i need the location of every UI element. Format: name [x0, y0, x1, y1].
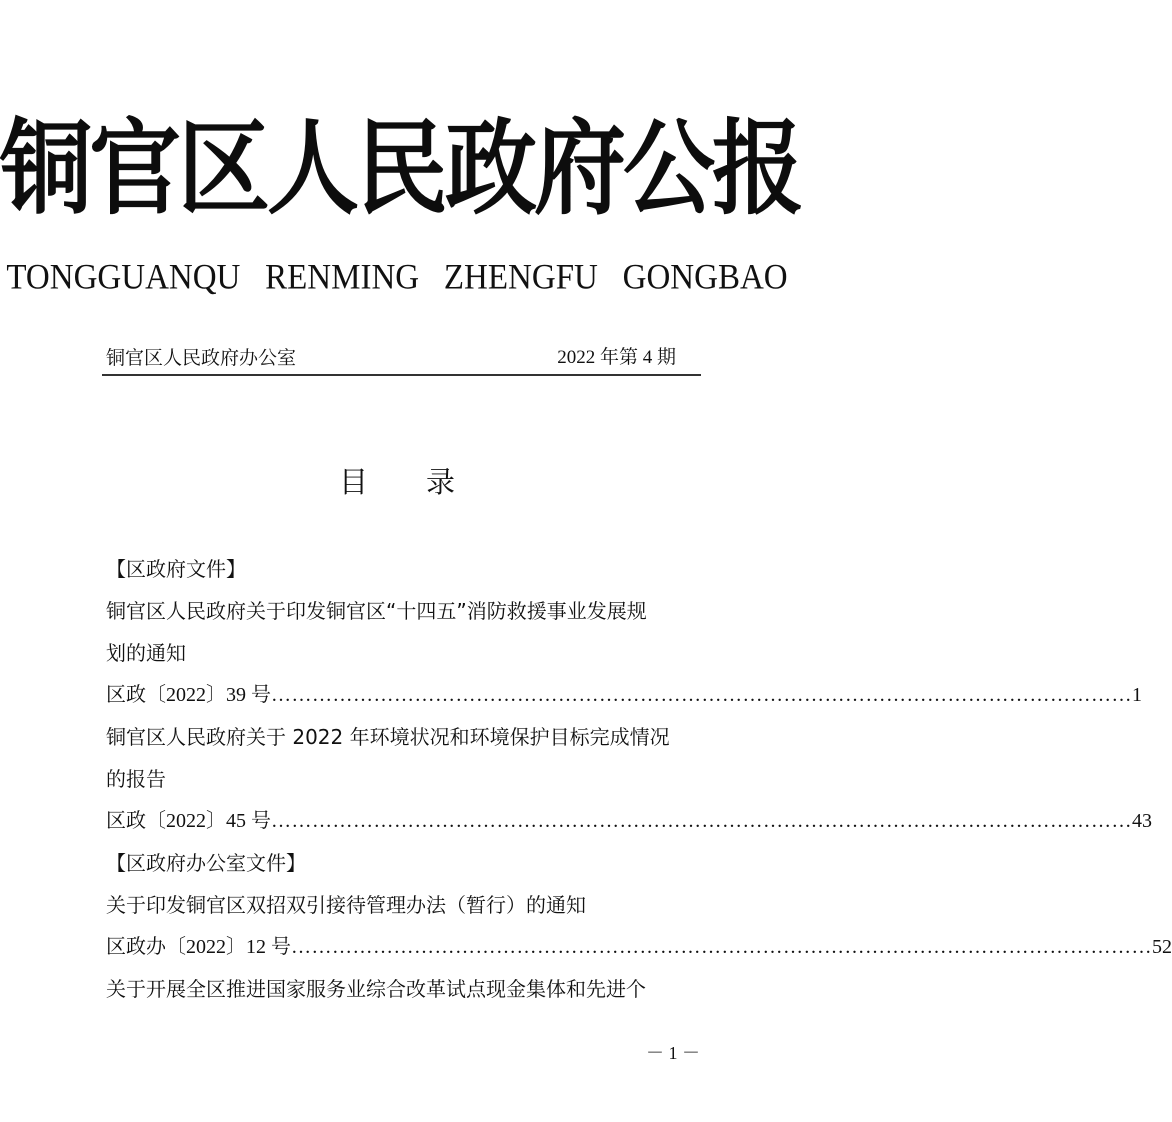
section-heading: 【区政府文件】 [106, 557, 246, 581]
toc-entry-title[interactable]: 关于开展全区推进国家服务业综合改革试点现金集体和先进个 [106, 977, 646, 1001]
gazette-masthead-title: 铜官区人民政府公报 [0, 109, 802, 229]
footer-page-number: － 1 － [646, 1043, 700, 1063]
document-number: 区政〔2022〕39 号 [106, 684, 271, 706]
toc-entry-title[interactable]: 铜官区人民政府关于印发铜官区“十四五”消防救援事业发展规 [106, 599, 647, 623]
issue-number: 2022 年第 4 期 [557, 347, 676, 368]
toc-entry-reference-row[interactable] [106, 807, 1152, 835]
toc-title: 目录 [338, 465, 513, 499]
document-number: 区政〔2022〕45 号 [106, 810, 271, 832]
toc-entry-reference-row[interactable] [106, 681, 1142, 709]
toc-entry-title[interactable]: 的报告 [106, 767, 166, 791]
gazette-pinyin-title: TONGGUANQU RENMING ZHENGFU GONGBAO [6, 257, 788, 298]
toc-entry-title[interactable]: 铜官区人民政府关于 2022 年环境状况和环境保护目标完成情况 [106, 725, 670, 749]
page-number: 1 [1132, 684, 1142, 706]
page-number: 52 [1152, 936, 1172, 958]
leader-dots: ……………………………………………………………………………………………………………… [291, 936, 1152, 958]
toc-entry-title[interactable]: 划的通知 [106, 641, 186, 665]
toc-entry-title[interactable]: 关于印发铜官区双招双引接待管理办法（暂行）的通知 [106, 893, 586, 917]
document-number: 区政办〔2022〕12 号 [106, 936, 291, 958]
page-number: 43 [1132, 810, 1152, 832]
leader-dots: ……………………………………………………………………………………………………………… [271, 810, 1132, 832]
header-divider [102, 374, 701, 376]
issuing-office: 铜官区人民政府办公室 [106, 347, 297, 369]
section-heading: 【区政府办公室文件】 [106, 851, 306, 875]
leader-dots: ……………………………………………………………………………………………………………… [271, 684, 1132, 706]
toc-entry-reference-row[interactable] [106, 933, 1172, 961]
